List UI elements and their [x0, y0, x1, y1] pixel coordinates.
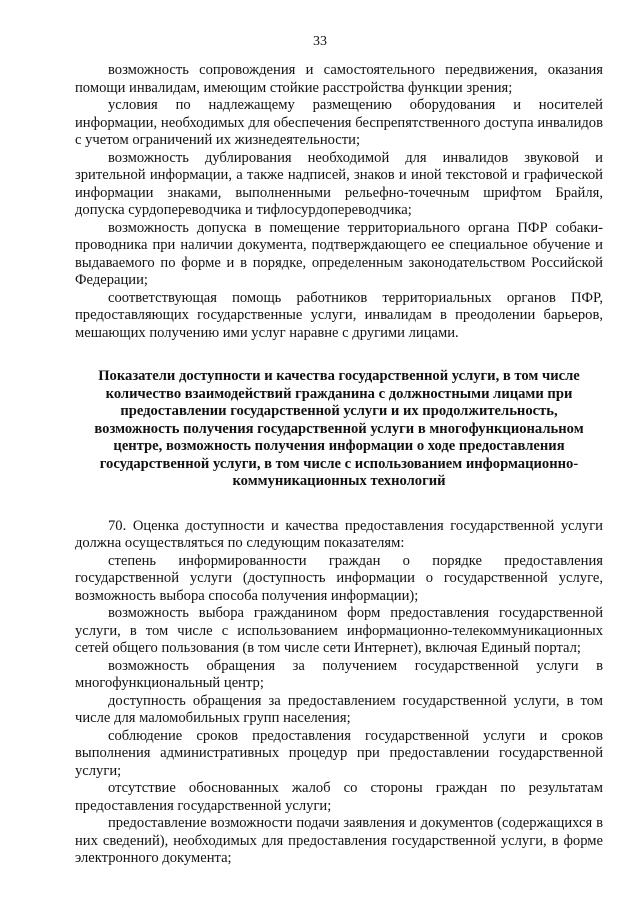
paragraph-escort-assistance: возможность сопровождения и самостоятельного передвижения, оказания помощи инвалидам, имеющим стойкие расстройства функции зрения; — [75, 62, 603, 96]
paragraph-staff-assistance: соответствующая помощь работников территориальных органов ПФР, предоставляющих государственные услуги, инвалидам в преодолении барьеров, мешающих получению ими услуг наравне с другими лицами. — [75, 289, 603, 341]
paragraph-equipment-placement: условия по надлежащему размещению оборудования и носителей информации, необходимых для обеспечения беспрепятственного доступа инвалидов с учетом ограничений их жизнедеятельности; — [75, 97, 603, 148]
paragraph-form-choice: возможность выбора гражданином форм предоставления государственной услуги, в том числе с использованием информационно-телекоммуникационных сетей общего пользования (в том числе сети Интернет), включая Единый портал; — [75, 605, 603, 656]
paragraph-deadlines: соблюдение сроков предоставления государственной услуги и сроков выполнения административных процедур при предоставлении государственной услуги; — [75, 727, 603, 779]
paragraph-accessibility: доступность обращения за предоставлением государственной услуги, в том числе для маломобильных групп населения; — [75, 692, 603, 726]
section-heading: Показатели доступности и качества государственной услуги, в том числе количество взаимодействий гражданина с должностными лицами при предоставлении государственной услуги и их продолжительность, возможность получения государственной услуги в многофункциональном центре, возможность получения информации о ходе предоставления государственной услуги, в том числе с использованием информационно-коммуникационных технологий — [94, 368, 584, 489]
paragraph-complaints: отсутствие обоснованных жалоб со стороны граждан по результатам предоставления государственной услуги; — [75, 780, 603, 814]
paragraph-information-duplication: возможность дублирования необходимой для инвалидов звуковой и зрительной информации, а также надписей, знаков и иной текстовой и графической информации знаками, выполненными рельефно-точечным шрифтом Брайля, допуска сурдопереводчика и тифлосурдопереводчика; — [75, 149, 603, 218]
paragraph-informedness: степень информированности граждан о порядке предоставления государственной услуги (доступность информации о государственной услуге, возможность выбора способа получения информации); — [75, 552, 603, 604]
paragraph-70-intro: 70. Оценка доступности и качества предоставления государственной услуги должна осуществляться по следующим показателям: — [75, 517, 603, 551]
paragraph-electronic-submission: предоставление возможности подачи заявления и документов (содержащихся в них сведений), необходимых для предоставления государственной услуги, в форме электронного документа; — [75, 815, 603, 866]
document-body — [75, 62, 603, 868]
page-number: 33 — [313, 34, 327, 49]
paragraph-mfc-request: возможность обращения за получением государственной услуги в многофункциональный центр; — [75, 657, 603, 691]
paragraph-guide-dog-access: возможность допуска в помещение территориального органа ПФР собаки-проводника при наличии документа, подтверждающего ее специальное обучение и выдаваемого по форме и в порядке, определенным законодательством Российской Федерации; — [75, 219, 603, 288]
